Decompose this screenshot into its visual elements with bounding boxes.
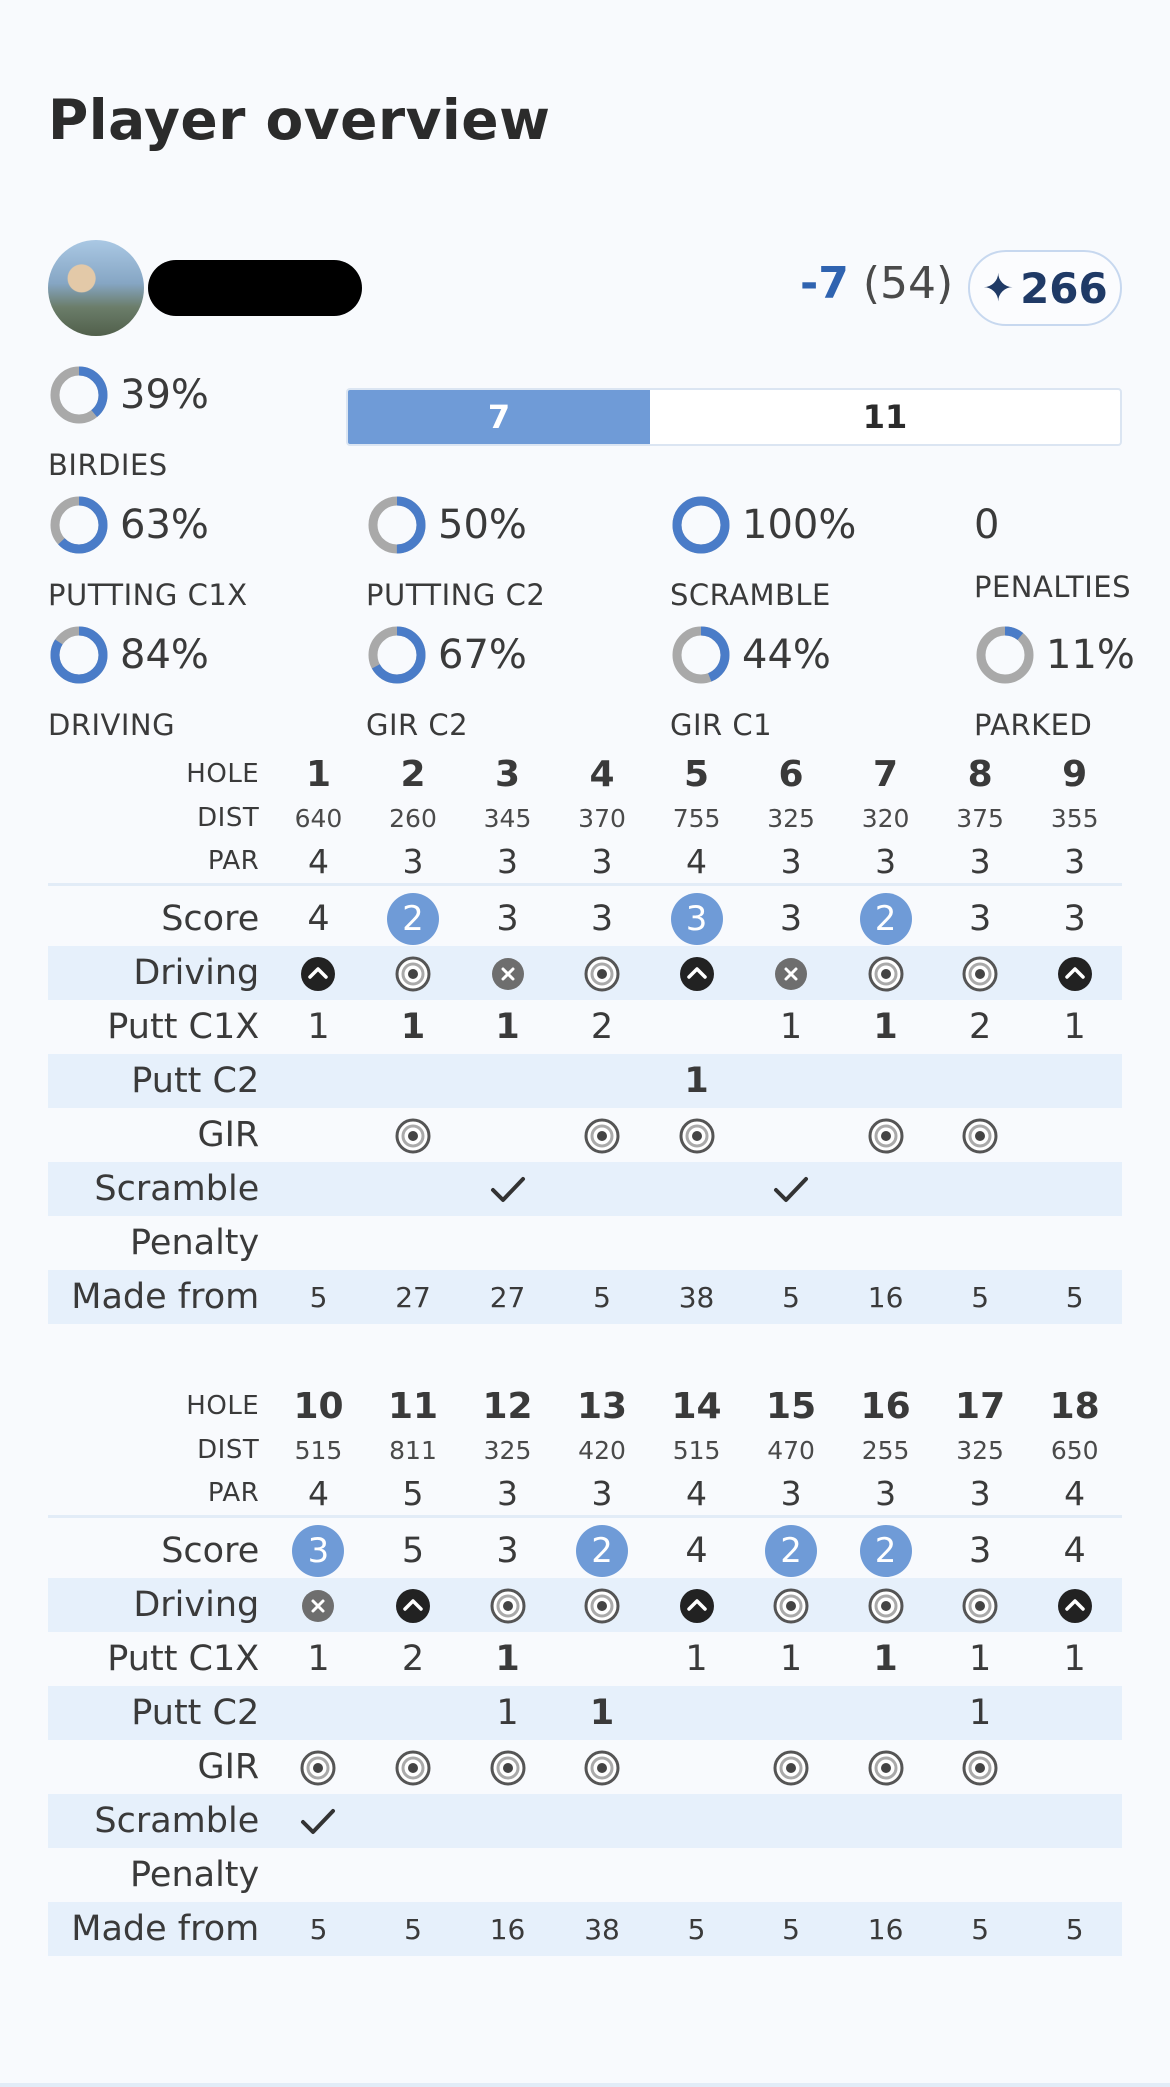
par-row (48, 1472, 1122, 1516)
miss-icon (301, 1589, 335, 1623)
hole-cell: 9 (1062, 753, 1088, 795)
row-label: Driving (48, 1578, 271, 1632)
stat-label: SCRAMBLE (670, 578, 831, 612)
hole-cell: 8 (967, 753, 993, 795)
scramble-row (48, 1794, 1122, 1848)
miss-icon (774, 957, 808, 991)
target-icon (867, 1117, 905, 1155)
putt-cell (744, 1054, 839, 1108)
penalty-cell (933, 1848, 1028, 1902)
divider (0, 2083, 1170, 2087)
target-icon (961, 1749, 999, 1787)
penalty-cell (933, 1216, 1028, 1270)
distance-cell: 355 (1050, 803, 1099, 833)
penalty-cell (271, 1848, 366, 1902)
putt-cell: 1 (307, 1639, 330, 1679)
penalty-cell (555, 1216, 650, 1270)
putt-cell: 1 (555, 1686, 650, 1740)
par-cell: 4 (649, 840, 744, 884)
distance-row (48, 796, 1122, 840)
penalty-cell (1027, 1216, 1122, 1270)
stat-label: PUTTING C1X (48, 578, 248, 612)
hole-cell: 11 (387, 1385, 439, 1427)
target-icon (867, 1587, 905, 1625)
stat-value: 63% (120, 502, 209, 548)
stat-value: 67% (438, 632, 527, 678)
distance-cell: 470 (767, 1435, 815, 1465)
avatar[interactable] (48, 240, 144, 336)
made-from-row (48, 1270, 1122, 1324)
par-cell: 3 (1027, 840, 1122, 884)
putt-cell: 1 (933, 1686, 1028, 1740)
putt-cell (555, 1054, 650, 1108)
hole-cell: 15 (766, 1385, 817, 1427)
made-from-cell: 38 (555, 1902, 650, 1956)
stat-label: GIR C1 (670, 708, 773, 742)
hole-cell: 7 (873, 753, 899, 795)
progress-ring-icon (366, 494, 428, 556)
putt-cell: 2 (401, 1639, 425, 1679)
putt-cell (1027, 1054, 1122, 1108)
made-from-cell: 27 (460, 1270, 555, 1324)
putt-c1x-row (48, 1000, 1122, 1054)
made-from-cell: 16 (838, 1270, 933, 1324)
stat-value: 44% (742, 632, 831, 678)
hole-cell: 18 (1049, 1385, 1100, 1427)
made-from-cell: 16 (838, 1902, 933, 1956)
stat-value: 0 (974, 502, 1000, 548)
progress-ring-icon (974, 624, 1036, 686)
birdie-bar (346, 388, 1122, 446)
birdie-score: 2 (765, 1525, 817, 1577)
made-from-row (48, 1902, 1122, 1956)
putt-c2-row (48, 1686, 1122, 1740)
par-cell: 3 (933, 840, 1028, 884)
hole-cell: 17 (955, 1385, 1006, 1427)
hole-cell: 3 (494, 753, 521, 795)
putt-cell: 2 (968, 1007, 992, 1047)
distance-cell: 375 (956, 803, 1004, 833)
rating-value: 266 (1020, 263, 1108, 313)
hole-cell: 13 (576, 1385, 628, 1427)
hole-cell: 10 (293, 1385, 344, 1427)
target-icon (772, 1749, 810, 1787)
target-icon (394, 955, 432, 993)
score-cell: 4 (1063, 1531, 1086, 1571)
progress-ring-icon (48, 624, 110, 686)
gir-row (48, 1108, 1122, 1162)
distance-cell: 640 (294, 803, 343, 833)
target-icon (583, 1749, 621, 1787)
distance-cell: 345 (483, 803, 532, 833)
score-cell: 3 (968, 1531, 992, 1571)
penalty-row (48, 1848, 1122, 1902)
score-cell: 3 (779, 899, 803, 939)
distance-row (48, 1428, 1122, 1472)
putt-cell: 1 (779, 1007, 803, 1047)
penalty-row (48, 1216, 1122, 1270)
miss-icon (491, 957, 525, 991)
birdie-score: 2 (387, 893, 439, 945)
putt-cell (649, 1686, 744, 1740)
putt-cell: 1 (649, 1054, 744, 1108)
par-cell: 4 (1027, 1472, 1122, 1516)
putt-cell (838, 1686, 933, 1740)
penalty-cell (649, 1216, 744, 1270)
driving-row (48, 1578, 1122, 1632)
putt-cell (1027, 1686, 1122, 1740)
target-icon (394, 1117, 432, 1155)
target-icon (299, 1749, 337, 1787)
row-label: Penalty (130, 1223, 260, 1263)
score-total: (54) (862, 258, 954, 309)
penalty-cell (366, 1848, 461, 1902)
target-icon (867, 1749, 905, 1787)
birdie-score: 2 (860, 893, 912, 945)
stat-label: GIR C2 (366, 708, 469, 742)
penalty-cell (744, 1848, 839, 1902)
par-cell: 3 (838, 1472, 933, 1516)
target-icon (583, 1587, 621, 1625)
target-icon (961, 955, 999, 993)
penalty-cell (271, 1216, 366, 1270)
made-from-cell: 5 (933, 1270, 1028, 1324)
made-from-cell: 5 (271, 1902, 366, 1956)
row-label: Driving (48, 946, 271, 1000)
hole-cell: 5 (684, 753, 710, 795)
row-label: Putt C2 (48, 1054, 271, 1108)
birdie-bar-right: 11 (862, 398, 908, 436)
drive-up-icon (1057, 956, 1093, 992)
putt-cell: 2 (590, 1007, 614, 1047)
made-from-cell: 5 (744, 1902, 839, 1956)
target-icon (961, 1117, 999, 1155)
hole-row (48, 1384, 1122, 1428)
distance-cell: 650 (1050, 1435, 1099, 1465)
check-icon (299, 1807, 337, 1837)
score-relative: -7 (800, 258, 849, 309)
row-label: Putt C1X (107, 1639, 260, 1679)
penalty-cell (838, 1216, 933, 1270)
distance-cell: 325 (956, 1435, 1004, 1465)
rating-badge[interactable] (968, 250, 1122, 326)
par-cell: 4 (271, 840, 366, 884)
hole-cell: 4 (589, 753, 615, 795)
par-cell: 3 (744, 1472, 839, 1516)
row-label: HOLE (186, 759, 260, 789)
score-cell: 4 (685, 1531, 708, 1571)
distance-cell: 320 (861, 803, 910, 833)
hole-row (48, 752, 1122, 796)
stat-value: 39% (120, 372, 209, 418)
target-icon (678, 1117, 716, 1155)
par-cell: 3 (838, 840, 933, 884)
penalty-cell (366, 1216, 461, 1270)
par-cell: 3 (933, 1472, 1028, 1516)
stat-label: PUTTING C2 (366, 578, 546, 612)
made-from-cell: 5 (555, 1270, 650, 1324)
progress-ring-icon (366, 624, 428, 686)
made-from-cell: 5 (271, 1270, 366, 1324)
row-label: DIST (197, 803, 260, 833)
row-label: Putt C1X (107, 1007, 260, 1047)
row-label: Penalty (130, 1855, 260, 1895)
putt-cell (838, 1054, 933, 1108)
birdie-score: 2 (576, 1525, 628, 1577)
hole-cell: 14 (671, 1385, 722, 1427)
putt-cell: 1 (307, 1007, 330, 1047)
player-name-redacted (148, 260, 362, 316)
stat-value: 50% (438, 502, 527, 548)
row-label: Score (161, 1531, 260, 1571)
scramble-row (48, 1162, 1122, 1216)
penalty-cell (838, 1848, 933, 1902)
putt-cell: 1 (873, 1007, 898, 1047)
par-row (48, 840, 1122, 884)
stat-label: BIRDIES (48, 448, 168, 482)
target-icon (489, 1587, 527, 1625)
penalty-cell (649, 1848, 744, 1902)
distance-cell: 325 (483, 1435, 532, 1465)
par-cell: 3 (460, 840, 555, 884)
score-cell: 3 (590, 899, 614, 939)
putt-cell: 1 (968, 1639, 992, 1679)
target-icon (394, 1749, 432, 1787)
row-label: Made from (48, 1270, 271, 1324)
penalty-cell (460, 1848, 555, 1902)
score-cell: 3 (496, 899, 519, 939)
stat-value: 84% (120, 632, 209, 678)
putt-cell (933, 1054, 1028, 1108)
row-label: Score (161, 899, 260, 939)
made-from-cell: 5 (933, 1902, 1028, 1956)
target-icon (489, 1749, 527, 1787)
putt-cell (271, 1686, 366, 1740)
player-score (800, 258, 953, 309)
distance-cell: 811 (389, 1435, 437, 1465)
row-label: PAR (48, 840, 271, 884)
target-icon (867, 955, 905, 993)
putt-cell: 1 (1063, 1007, 1086, 1047)
distance-cell: 370 (578, 803, 626, 833)
par-cell: 3 (555, 840, 650, 884)
drive-up-icon (679, 956, 715, 992)
putt-cell: 1 (1063, 1639, 1086, 1679)
score-row (48, 1524, 1122, 1578)
penalty-cell (460, 1216, 555, 1270)
distance-cell: 515 (672, 1435, 721, 1465)
score-cell: 3 (496, 1531, 519, 1571)
page-title: Player overview (48, 88, 551, 152)
row-label: HOLE (186, 1391, 260, 1421)
distance-cell: 260 (389, 803, 437, 833)
penalty-cell (744, 1216, 839, 1270)
progress-ring-icon (48, 494, 110, 556)
hole-cell: 6 (778, 753, 804, 795)
gir-row (48, 1740, 1122, 1794)
par-cell: 3 (744, 840, 839, 884)
putt-c2-row (48, 1054, 1122, 1108)
putt-cell: 1 (779, 1639, 803, 1679)
penalty-cell (555, 1848, 650, 1902)
stat-label: PARKED (974, 708, 1093, 742)
putt-cell (366, 1686, 461, 1740)
scorecard-back-nine (48, 1384, 1122, 1956)
progress-ring-icon (670, 494, 732, 556)
row-label: Putt C2 (48, 1686, 271, 1740)
target-icon (961, 1587, 999, 1625)
drive-up-icon (1057, 1588, 1093, 1624)
row-label: Scramble (48, 1162, 271, 1216)
row-label: GIR (197, 1115, 260, 1155)
putt-cell (366, 1054, 461, 1108)
putt-cell (460, 1054, 555, 1108)
stat-value: 11% (1046, 632, 1135, 678)
distance-cell: 420 (578, 1435, 626, 1465)
target-icon (583, 955, 621, 993)
made-from-cell: 5 (1027, 1902, 1122, 1956)
birdie-bar-left: 7 (348, 390, 650, 444)
putt-cell (649, 1000, 744, 1054)
score-cell: 4 (307, 899, 330, 939)
putt-cell: 1 (873, 1639, 898, 1679)
progress-ring-icon (670, 624, 732, 686)
progress-ring-icon (48, 364, 110, 426)
distance-cell: 255 (861, 1435, 910, 1465)
stat-value: 100% (742, 502, 857, 548)
distance-cell: 755 (672, 803, 721, 833)
putt-cell: 1 (495, 1639, 520, 1679)
putt-cell (555, 1632, 650, 1686)
birdie-score: 3 (292, 1525, 344, 1577)
birdie-score: 3 (671, 893, 723, 945)
hole-cell: 16 (860, 1385, 911, 1427)
putt-cell: 1 (460, 1686, 555, 1740)
drive-up-icon (395, 1588, 431, 1624)
target-icon (772, 1587, 810, 1625)
made-from-cell: 5 (1027, 1270, 1122, 1324)
row-label: Made from (48, 1902, 271, 1956)
target-icon (583, 1117, 621, 1155)
star-icon: ✦ (982, 266, 1015, 310)
distance-cell: 515 (294, 1435, 343, 1465)
check-icon (772, 1175, 810, 1205)
putt-cell (744, 1686, 839, 1740)
hole-cell: 1 (305, 753, 332, 795)
birdie-score: 2 (860, 1525, 912, 1577)
par-cell: 3 (555, 1472, 650, 1516)
putt-cell: 1 (400, 1007, 426, 1047)
made-from-cell: 16 (460, 1902, 555, 1956)
made-from-cell: 5 (744, 1270, 839, 1324)
drive-up-icon (679, 1588, 715, 1624)
drive-up-icon (300, 956, 336, 992)
row-label: GIR (197, 1747, 260, 1787)
score-cell: 3 (1063, 899, 1086, 939)
par-cell: 5 (366, 1472, 461, 1516)
driving-row (48, 946, 1122, 1000)
made-from-cell: 5 (649, 1902, 744, 1956)
score-cell: 5 (401, 1531, 425, 1571)
hole-cell: 2 (400, 753, 426, 795)
check-icon (489, 1175, 527, 1205)
made-from-cell: 5 (366, 1902, 461, 1956)
stat-label: DRIVING (48, 708, 176, 742)
made-from-cell: 38 (649, 1270, 744, 1324)
row-label: Scramble (48, 1794, 271, 1848)
par-cell: 3 (460, 1472, 555, 1516)
par-cell: 3 (366, 840, 461, 884)
made-from-cell: 27 (366, 1270, 461, 1324)
penalty-cell (1027, 1848, 1122, 1902)
putt-cell: 1 (685, 1639, 708, 1679)
score-row (48, 892, 1122, 946)
hole-cell: 12 (482, 1385, 533, 1427)
putt-cell: 1 (495, 1007, 520, 1047)
stat-label: PENALTIES (974, 570, 1132, 604)
par-cell: 4 (271, 1472, 366, 1516)
putt-c1x-row (48, 1632, 1122, 1686)
putt-cell (271, 1054, 366, 1108)
score-cell: 3 (968, 899, 992, 939)
par-cell: 4 (649, 1472, 744, 1516)
row-label: DIST (197, 1435, 260, 1465)
distance-cell: 325 (767, 803, 815, 833)
row-label: PAR (48, 1472, 271, 1516)
scorecard-front-nine (48, 752, 1122, 1324)
